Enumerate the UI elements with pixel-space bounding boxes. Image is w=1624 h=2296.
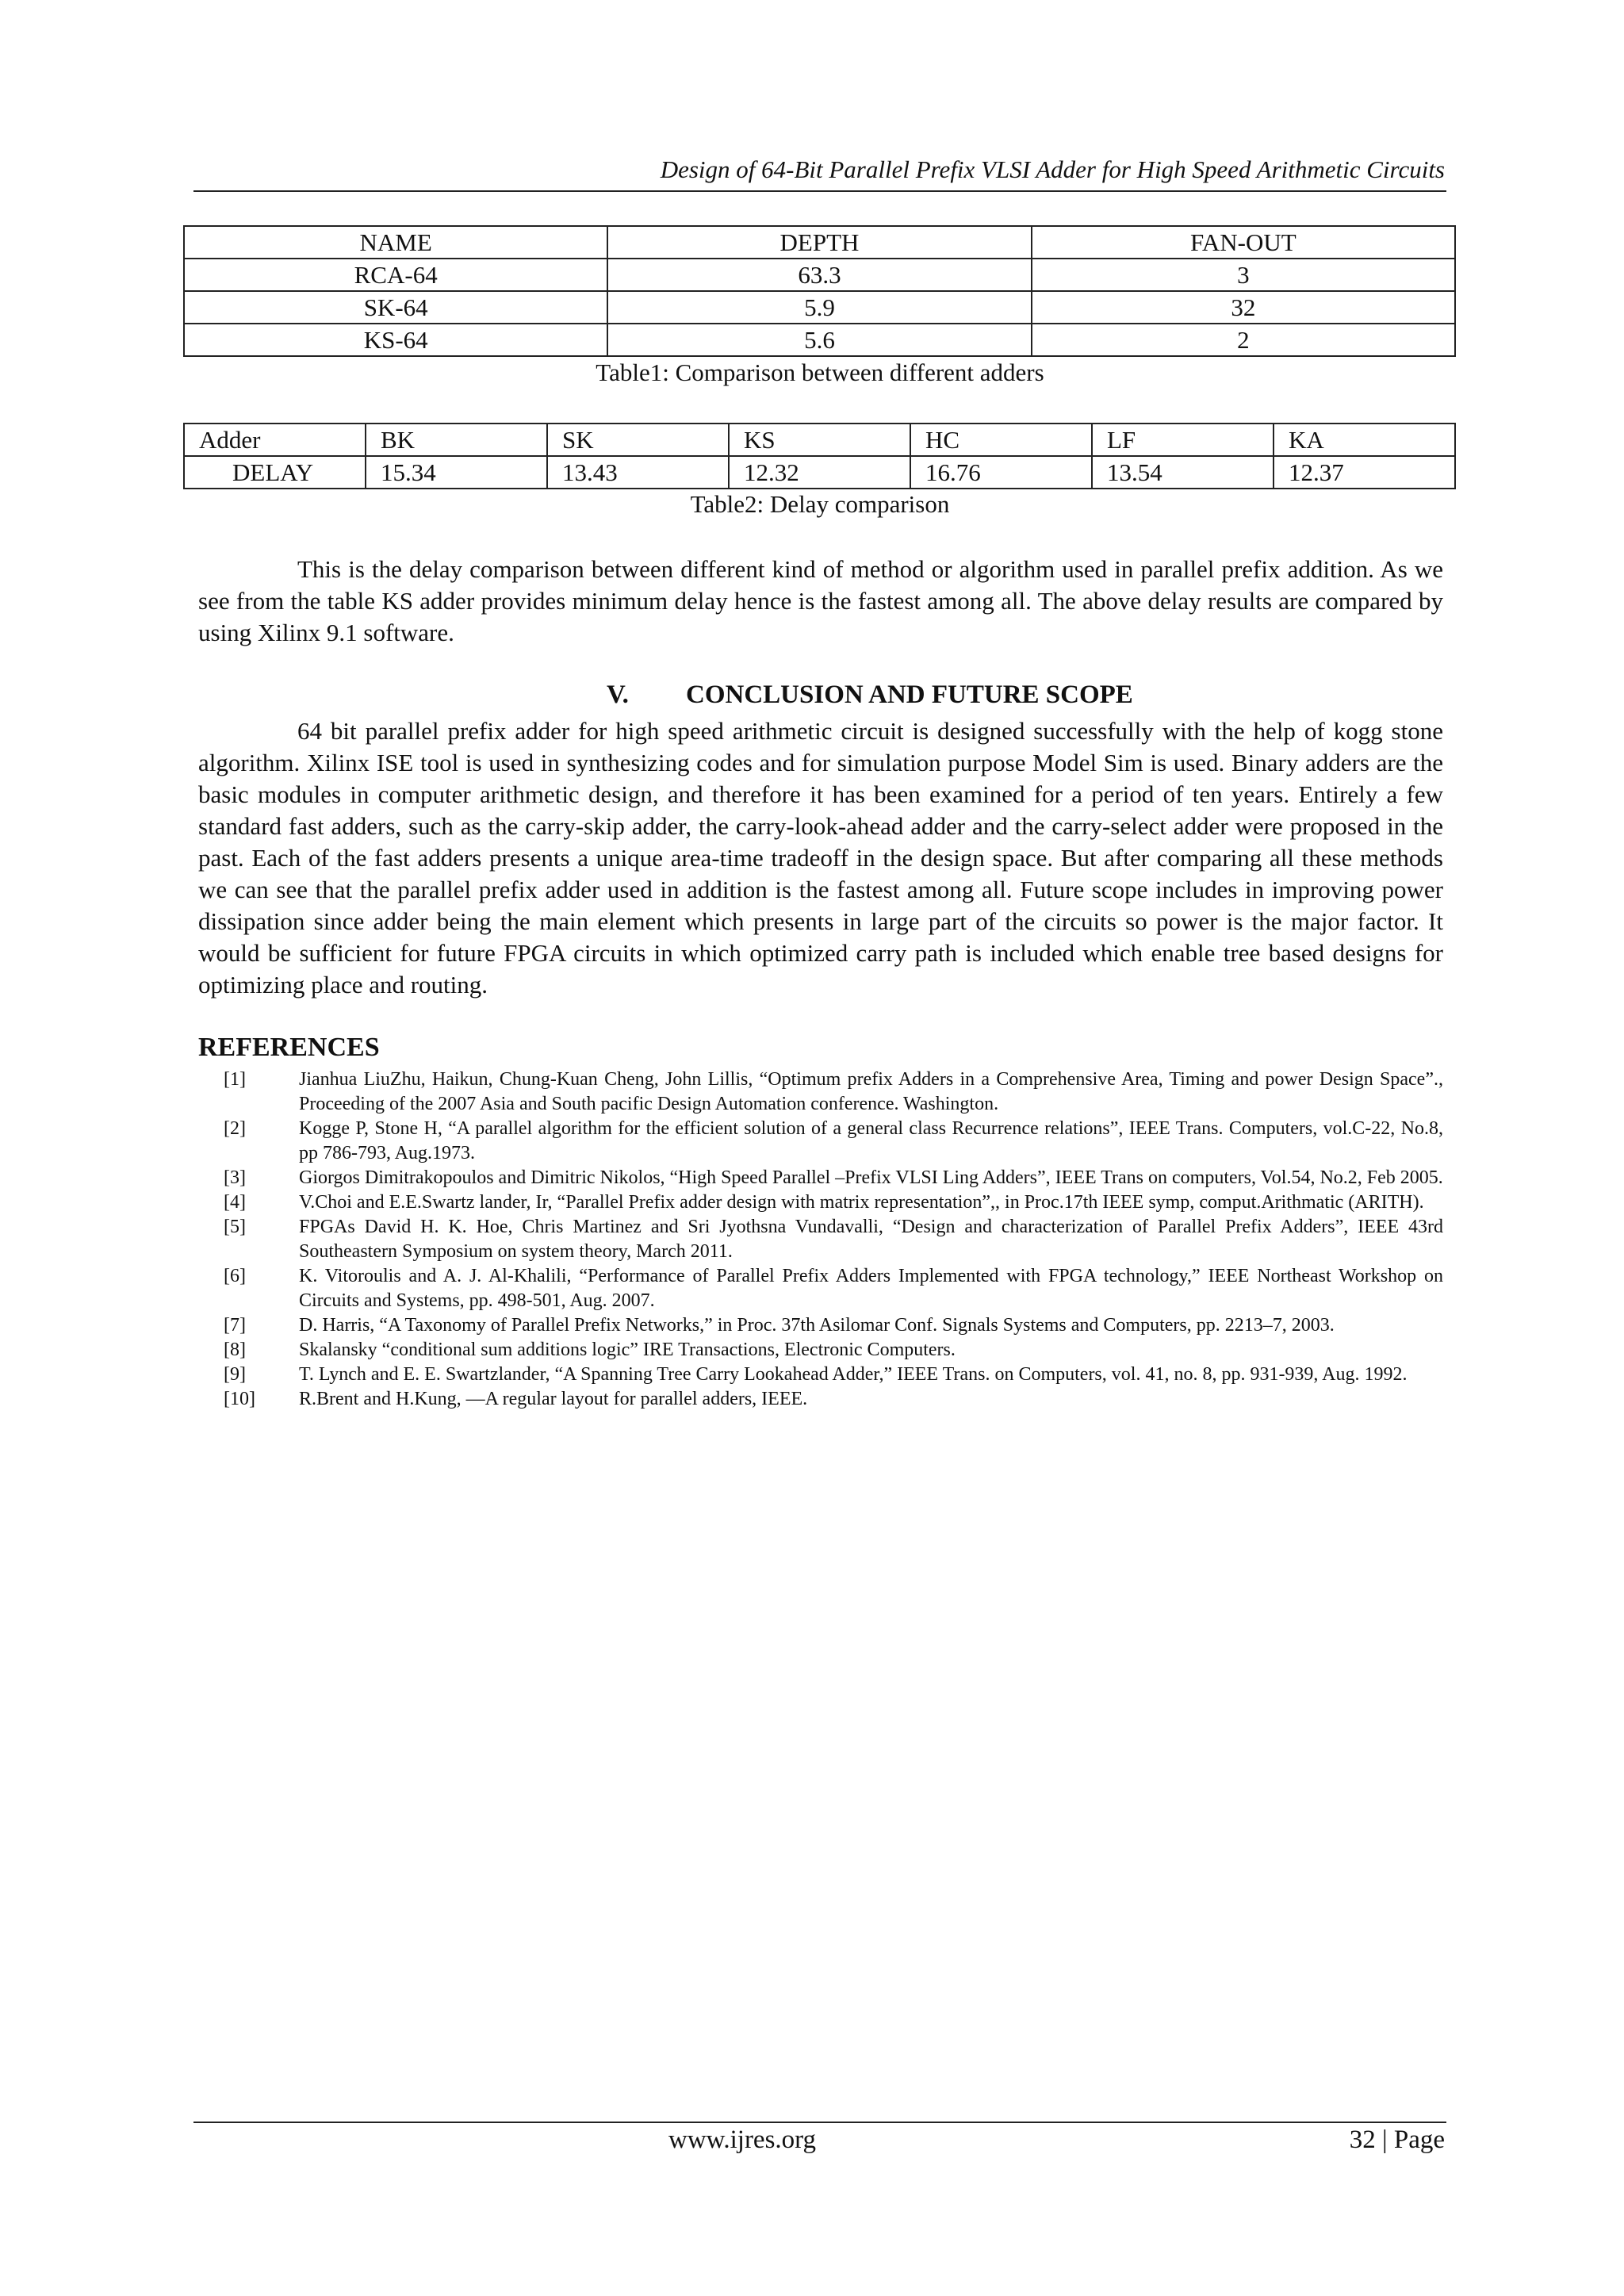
table-cell: 16.76: [910, 456, 1092, 489]
reference-item: [224, 1264, 1443, 1313]
table-header-cell: BK: [366, 424, 547, 456]
table-row: [184, 259, 1455, 291]
reference-text: Skalansky “conditional sum additions logic” IRE Transactions, Electronic Computers.: [299, 1340, 956, 1360]
table-cell: 2: [1032, 324, 1455, 356]
reference-text: Jianhua LiuZhu, Haikun, Chung-Kuan Cheng, John Lillis, “Optimum prefix Adders in a Comprehensive Area, Timing and power Design Space”., Proceeding of the 2007 Asia and South pacific Design Automation conference. Washington.: [299, 1069, 1443, 1114]
reference-number: [7]: [224, 1315, 246, 1336]
table1: [183, 225, 1456, 357]
table-cell: KS-64: [184, 324, 607, 356]
table-cell: 15.34: [366, 456, 547, 489]
reference-number: [9]: [224, 1364, 246, 1385]
table-cell: 12.37: [1274, 456, 1455, 489]
reference-number: [8]: [224, 1340, 246, 1360]
running-header: Design of 64-Bit Parallel Prefix VLSI Adder for High Speed Arithmetic Circuits: [660, 155, 1445, 183]
reference-text: K. Vitoroulis and A. J. Al-Khalili, “Performance of Parallel Prefix Adders Implemented with FPGA technology,” IEEE Northeast Workshop on Circuits and Systems, pp. 498-501, Aug. 2007.: [299, 1266, 1443, 1311]
reference-item: [224, 1313, 1443, 1338]
table-header-cell: DEPTH: [607, 226, 1031, 259]
reference-number: [1]: [224, 1069, 246, 1090]
table2: [183, 423, 1456, 489]
table-header-cell: SK: [547, 424, 729, 456]
table-cell: 32: [1032, 291, 1455, 324]
table-cell: 13.43: [547, 456, 729, 489]
table-row: [184, 291, 1455, 324]
table-row: [184, 456, 1455, 489]
footer-url: www.ijres.org: [668, 2125, 817, 2154]
section-heading: [607, 680, 1133, 710]
reference-text: Giorgos Dimitrakopoulos and Dimitric Nikolos, “High Speed Parallel –Prefix VLSI Ling Adders”, IEEE Trans on computers, Vol.54, No.2, Feb 2005.: [299, 1167, 1443, 1188]
table1-caption: Table1: Comparison between different adders: [596, 358, 1044, 386]
table-header-cell: HC: [910, 424, 1092, 456]
reference-item: [224, 1387, 1443, 1412]
table-header-cell: LF: [1092, 424, 1274, 456]
table-cell: 12.32: [729, 456, 910, 489]
reference-item: [224, 1068, 1443, 1117]
reference-number: [4]: [224, 1192, 246, 1213]
table-cell: 13.54: [1092, 456, 1274, 489]
table-cell: 63.3: [607, 259, 1031, 291]
reference-text: V.Choi and E.E.Swartz lander, Ir, “Parallel Prefix adder design with matrix representation”,, in Proc.17th IEEE symp, comput.Arithmatic (ARITH).: [299, 1192, 1424, 1213]
table-header-cell: NAME: [184, 226, 607, 259]
table-header-row: [184, 226, 1455, 259]
reference-number: [6]: [224, 1266, 246, 1286]
reference-number: [2]: [224, 1118, 246, 1139]
reference-number: [3]: [224, 1167, 246, 1188]
references-heading: REFERENCES: [198, 1033, 380, 1062]
table-row: [184, 324, 1455, 356]
conclusion-paragraph: 64 bit parallel prefix adder for high speed arithmetic circuit is designed successfully with the help of kogg stone algorithm. Xilinx ISE tool is used in synthesizing codes and for simulation purpose Model Sim is used. Binary adders are the basic modules in computer arithmetic design, and therefore it has been examined for a period of ten years. Entirely a few standard fast adders, such as the carry-skip adder, the carry-look-ahead adder and the carry-select adder were proposed in the past. Each of the fast adders presents a unique area-time tradeoff in the design space. But after comparing all these methods we can see that the parallel prefix adder used in addition is the fastest among all. Future scope includes in improving power dissipation since adder being the main element which presents in large part of the circuits so power is the major factor. It would be sufficient for future FPGA circuits in which optimized carry path is included which enable tree based designs for optimizing place and routing.: [198, 717, 1443, 999]
header-rule: [193, 190, 1446, 192]
section-number: V.: [607, 680, 629, 709]
table-header-cell: KA: [1274, 424, 1455, 456]
reference-number: [5]: [224, 1217, 246, 1237]
reference-item: [224, 1117, 1443, 1166]
reference-text: D. Harris, “A Taxonomy of Parallel Prefix Networks,” in Proc. 37th Asilomar Conf. Signals Systems and Computers, pp. 2213–7, 2003.: [299, 1315, 1335, 1336]
reference-number: [10]: [224, 1389, 255, 1409]
table-cell: RCA-64: [184, 259, 607, 291]
table2-caption: Table2: Delay comparison: [690, 490, 950, 518]
table-header-cell: KS: [729, 424, 910, 456]
reference-text: T. Lynch and E. E. Swartzlander, “A Spanning Tree Carry Lookahead Adder,” IEEE Trans. on Computers, vol. 41, no. 8, pp. 931-939, Aug. 1992.: [299, 1364, 1408, 1385]
reference-text: R.Brent and H.Kung, ―A regular layout for parallel adders, IEEE.: [299, 1389, 808, 1409]
table-header-cell: Adder: [184, 424, 366, 456]
reference-item: [224, 1190, 1443, 1215]
reference-item: [224, 1215, 1443, 1264]
footer-rule: [193, 2122, 1446, 2123]
reference-text: FPGAs David H. K. Hoe, Chris Martinez and Sri Jyothsna Vundavalli, “Design and characterization of Parallel Prefix Adders”, IEEE 43rd Southeastern Symposium on system theory, March 2011.: [299, 1217, 1443, 1262]
delay-paragraph: This is the delay comparison between different kind of method or algorithm used in parallel prefix addition. As we see from the table KS adder provides minimum delay hence is the fastest among all. The above delay results are compared by using Xilinx 9.1 software.: [198, 555, 1443, 646]
reference-text: Kogge P, Stone H, “A parallel algorithm for the efficient solution of a general class Recurrence relations”, IEEE Trans. Computers, vol.C-22, No.8, pp 786-793, Aug.1973.: [299, 1118, 1443, 1163]
table-cell: 5.6: [607, 324, 1031, 356]
table-header-row: [184, 424, 1455, 456]
section-title: CONCLUSION AND FUTURE SCOPE: [686, 680, 1133, 709]
table-cell: 5.9: [607, 291, 1031, 324]
reference-item: [224, 1363, 1443, 1387]
reference-item: [224, 1166, 1443, 1190]
table-cell: 3: [1032, 259, 1455, 291]
reference-item: [224, 1338, 1443, 1363]
table-cell: DELAY: [184, 456, 366, 489]
references-list: [224, 1068, 1443, 1412]
table-header-cell: FAN-OUT: [1032, 226, 1455, 259]
table-cell: SK-64: [184, 291, 607, 324]
page-number: 32 | Page: [1349, 2125, 1445, 2154]
